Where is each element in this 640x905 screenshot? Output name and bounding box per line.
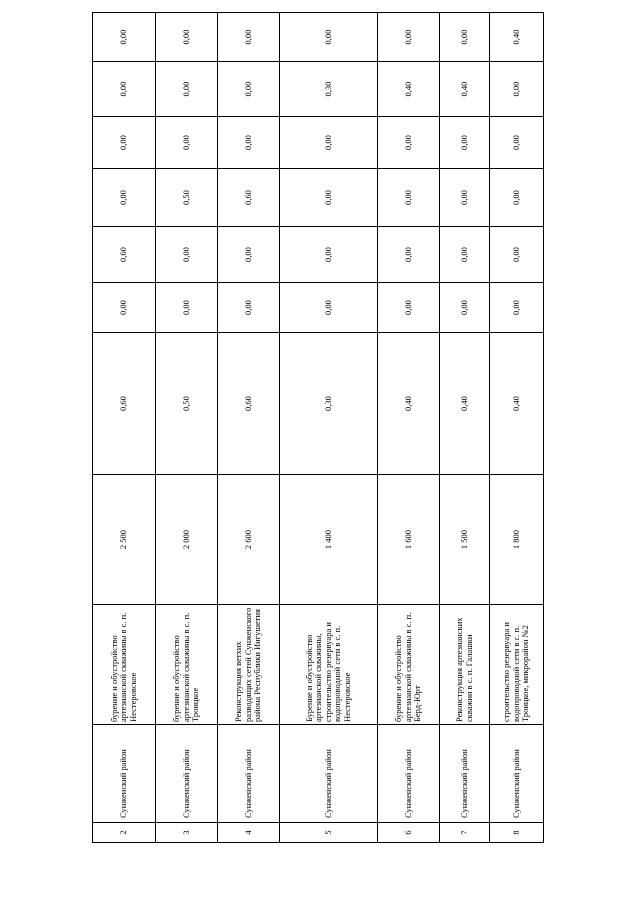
year-cell: 0,00 [218,117,280,169]
year-cell: 0,00 [280,169,378,227]
year-cell: 0,00 [218,13,280,62]
year-cell: 0,00 [490,169,544,227]
district-cell: Сунженский район [156,725,218,823]
object-name-cell: Реконструкция ветхих разводящих сетей Сунженского района Республики Ингушетия [218,605,280,725]
table-row [440,13,490,843]
year-cell: 0,00 [440,117,490,169]
table-row [378,13,440,843]
year-cell: 0,40 [490,13,544,62]
district-cell: Сунженский район [490,725,544,823]
row-number: 5 [280,823,378,843]
year-cell: 0,00 [93,13,156,62]
total-cell: 0,60 [218,333,280,475]
year-cell: 0,00 [156,117,218,169]
capacity-cell: 1 600 [378,475,440,605]
row-number: 3 [156,823,218,843]
object-name-cell: Бурение и обустройство артезианской скважины, строительство резервуара и водопроводной сети в с. п. Нестеровское [280,605,378,725]
year-cell: 0,00 [156,227,218,283]
object-name-cell: бурение и обустройство артезианской скважины в с. п. Троицкое [156,605,218,725]
object-name-cell: Реконструкция артезианских скважин в с. п. Галашки [440,605,490,725]
year-cell: 0,00 [280,117,378,169]
year-cell: 0,00 [156,13,218,62]
total-cell: 0,40 [490,333,544,475]
row-number: 6 [378,823,440,843]
total-cell: 0,50 [156,333,218,475]
year-cell: 0,00 [440,169,490,227]
year-cell: 0,00 [378,117,440,169]
year-cell: 0,00 [93,283,156,333]
object-name-cell: строительство резервуара и водопроводной сети в с. п. Троицкое, микрорайон №2 [490,605,544,725]
year-cell: 0,00 [280,283,378,333]
year-cell: 0,00 [490,227,544,283]
year-cell: 0,40 [440,62,490,117]
year-cell: 0,00 [280,13,378,62]
district-cell: Сунженский район [440,725,490,823]
year-cell: 0,00 [378,283,440,333]
capacity-cell: 2 500 [93,475,156,605]
capacity-cell: 1 400 [280,475,378,605]
year-cell: 0,00 [490,283,544,333]
year-cell: 0,00 [156,283,218,333]
year-cell: 0,60 [93,227,156,283]
total-cell: 0,40 [378,333,440,475]
total-cell: 0,40 [440,333,490,475]
year-cell: 0,30 [280,62,378,117]
row-number: 2 [93,823,156,843]
capacity-cell: 1 500 [440,475,490,605]
program-table [92,12,544,843]
year-cell: 0,00 [218,62,280,117]
district-cell: Сунженский район [218,725,280,823]
year-cell: 0,40 [378,62,440,117]
year-cell: 0,00 [156,62,218,117]
year-cell: 0,00 [218,283,280,333]
district-cell: Сунженский район [280,725,378,823]
table-row [156,13,218,843]
capacity-cell: 2 600 [218,475,280,605]
year-cell: 0,00 [490,62,544,117]
year-cell: 0,00 [378,227,440,283]
year-cell: 0,60 [218,169,280,227]
total-cell: 0,30 [280,333,378,475]
year-cell: 0,00 [440,13,490,62]
capacity-cell: 1 800 [490,475,544,605]
capacity-cell: 2 000 [156,475,218,605]
year-cell: 0,00 [440,227,490,283]
year-cell: 0,00 [280,227,378,283]
table-row [490,13,544,843]
object-name-cell: бурение и обустройство артезианской скважины в с. п. Нестеровское [93,605,156,725]
year-cell: 0,00 [378,13,440,62]
year-cell: 0,50 [156,169,218,227]
row-number: 8 [490,823,544,843]
rotated-table-wrapper [92,29,543,843]
year-cell: 0,00 [93,62,156,117]
year-cell: 0,00 [490,117,544,169]
row-number: 4 [218,823,280,843]
table-row [218,13,280,843]
object-name-cell: бурение и обустройство артезианской скважины в с. п. Берд-Юрт [378,605,440,725]
year-cell: 0,00 [93,169,156,227]
year-cell: 0,00 [378,169,440,227]
district-cell: Сунженский район [378,725,440,823]
year-cell: 0,00 [218,227,280,283]
table-row [93,13,156,843]
row-number: 7 [440,823,490,843]
year-cell: 0,00 [440,283,490,333]
district-cell: Сунженский район [93,725,156,823]
table-row [280,13,378,843]
total-cell: 0,60 [93,333,156,475]
year-cell: 0,00 [93,117,156,169]
